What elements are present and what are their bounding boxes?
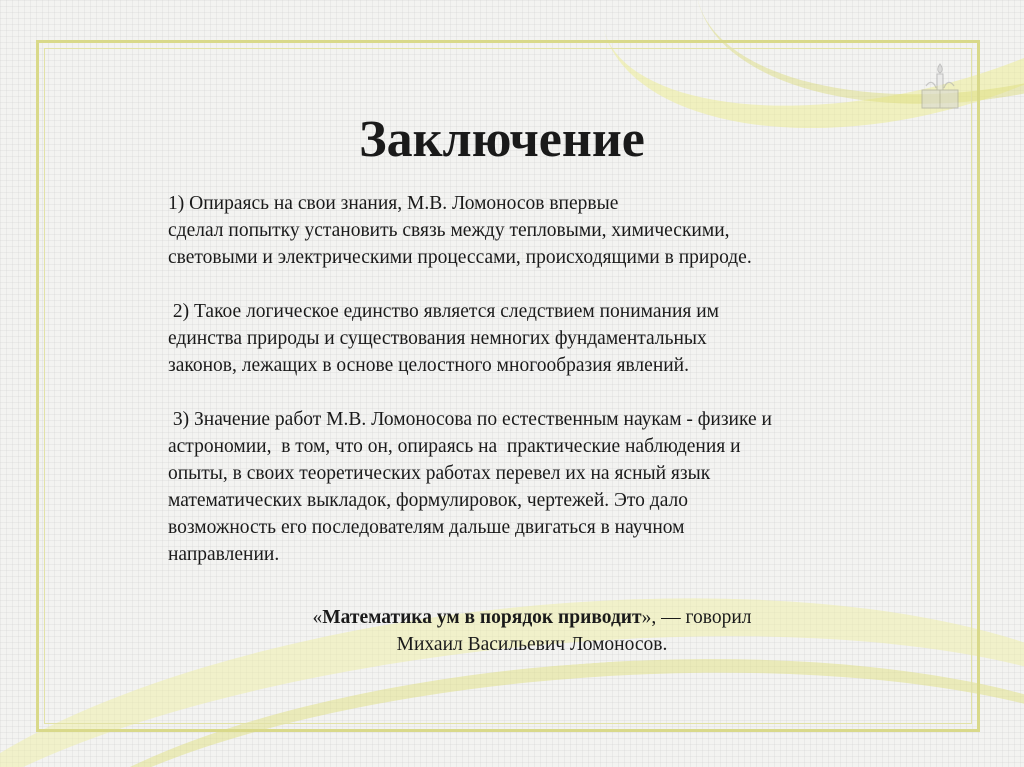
conclusion-point-1 [168, 190, 896, 271]
quote-line [160, 604, 904, 631]
lomonosov-quote [160, 604, 904, 658]
conclusion-body [168, 190, 896, 595]
quote-after-text: », — говорил [641, 607, 752, 628]
slide-title: Заключение [359, 111, 645, 168]
conclusion-point-2 [168, 298, 896, 379]
text-line: возможность его последователям дальше двигаться в научном [168, 517, 685, 538]
text-line: законов, лежащих в основе целостного многообразия явлений. [168, 355, 689, 376]
conclusion-point-3 [168, 406, 896, 568]
text-line: сделал попытку установить связь между тепловыми, химическими, [168, 220, 730, 241]
text-line: направлении. [168, 544, 280, 565]
quote-open-mark: « [312, 607, 323, 628]
text-line: единства природы и существования немногих фундаментальных [168, 328, 707, 349]
text-line: математических выкладок, формулировок, чертежей. Это дало [168, 490, 689, 511]
text-line: опыты, в своих теоретических работах перевел их на ясный язык [168, 463, 711, 484]
text-line: астрономии, в том, что он, опираясь на практические наблюдения и [168, 436, 741, 457]
text-line: 1) Опираясь на свои знания, М.В. Ломоносов впервые [168, 193, 619, 214]
quote-bold-text: Математика ум в порядок приводит [322, 607, 642, 628]
text-line: 3) Значение работ М.В. Ломоносова по естественным наукам - физике и [168, 409, 772, 430]
quote-author: Михаил Васильевич Ломоносов. [396, 634, 668, 655]
text-line: световыми и электрическими процессами, происходящими в природе. [168, 247, 752, 268]
text-line: 2) Такое логическое единство является следствием понимания им [168, 301, 719, 322]
